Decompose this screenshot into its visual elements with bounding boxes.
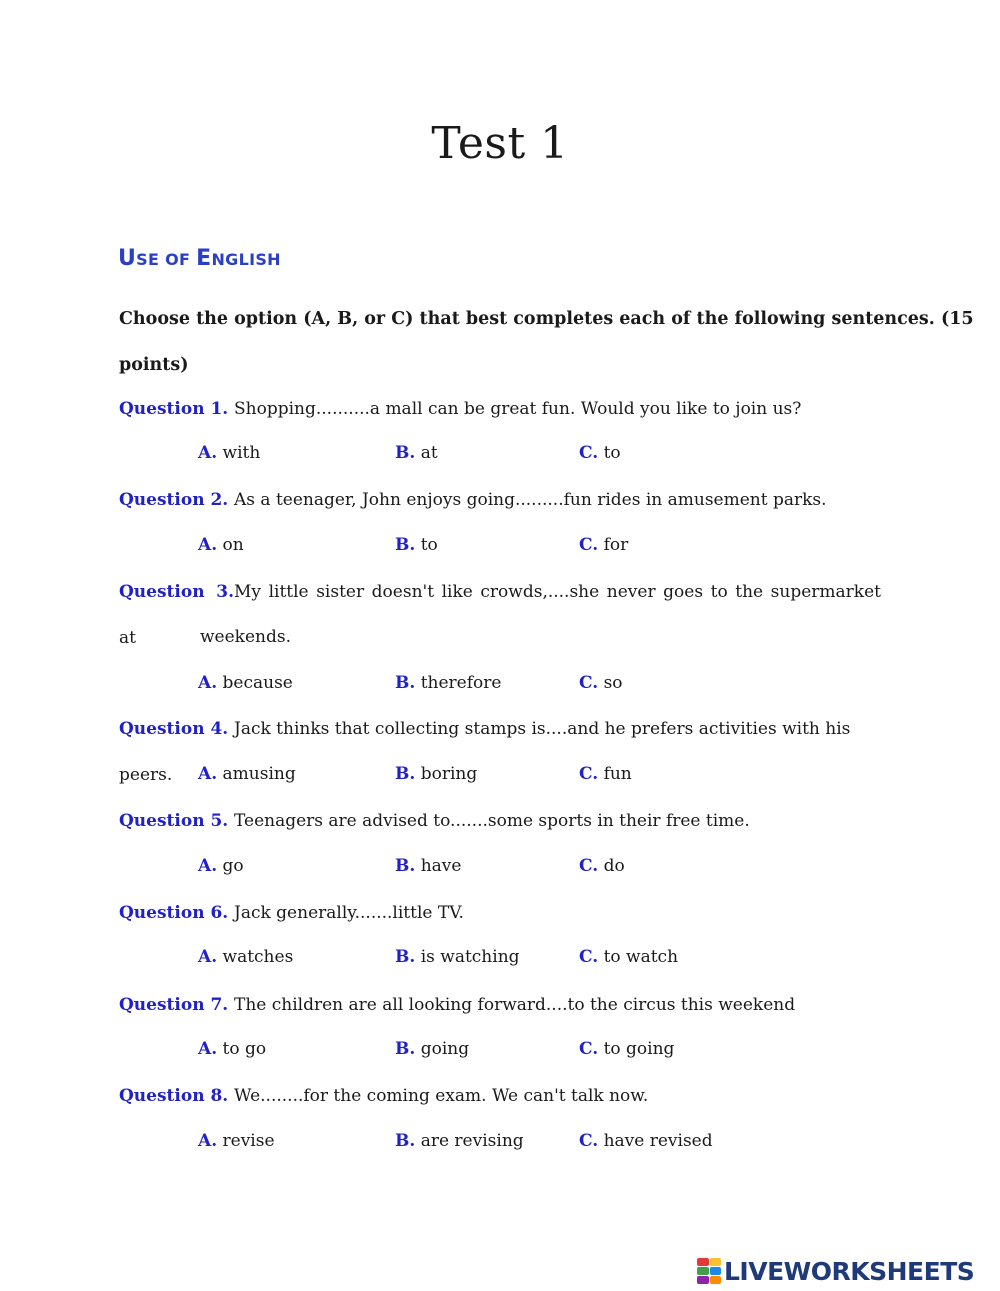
logo-block <box>710 1258 722 1266</box>
option-letter: B. <box>395 947 416 967</box>
option-b[interactable] <box>395 947 520 967</box>
question-text: Jack generally.......little TV. <box>234 903 464 923</box>
option-text: because <box>222 673 293 693</box>
option-text: therefore <box>420 673 502 693</box>
option-letter: A. <box>198 443 218 463</box>
question-text: My little sister doesn't like crowds,....she never goes to the supermarket at <box>119 582 881 648</box>
question-text: As a teenager, John enjoys going.........fun rides in amusement parks. <box>234 490 827 510</box>
option-text: on <box>222 535 244 555</box>
option-text: to going <box>603 1039 675 1059</box>
option-c[interactable] <box>579 673 623 693</box>
option-text: to go <box>222 1039 267 1059</box>
question-text: We........for the coming exam. We can't talk now. <box>234 1086 649 1106</box>
option-b[interactable] <box>395 535 438 555</box>
question-label: Question 2. <box>119 490 229 510</box>
option-text: is watching <box>420 947 520 967</box>
option-letter: A. <box>198 1131 218 1151</box>
option-text: watches <box>222 947 294 967</box>
option-letter: A. <box>198 1039 218 1059</box>
question-text: The children are all looking forward....to the circus this weekend <box>234 995 796 1015</box>
question-label: Question 5. <box>119 811 229 831</box>
option-text: have revised <box>603 1131 713 1151</box>
option-letter: A. <box>198 947 218 967</box>
option-c[interactable] <box>579 947 678 967</box>
option-a[interactable] <box>198 856 244 876</box>
question-1 <box>119 386 881 432</box>
option-c[interactable] <box>579 856 625 876</box>
question-2-options <box>198 535 898 559</box>
logo-block <box>697 1258 709 1266</box>
option-a[interactable] <box>198 673 293 693</box>
logo-block <box>710 1267 722 1275</box>
option-c[interactable] <box>579 1039 674 1059</box>
question-label: Question 3. <box>119 582 234 602</box>
option-b[interactable] <box>395 1039 469 1059</box>
option-b[interactable] <box>395 673 501 693</box>
section-heading <box>118 246 281 271</box>
question-8-options <box>198 1131 898 1155</box>
option-b[interactable] <box>395 856 461 876</box>
option-b[interactable] <box>395 443 438 463</box>
option-letter: A. <box>198 764 218 784</box>
section-heading-rest-1: SE OF <box>136 250 197 269</box>
option-text: fun <box>603 764 632 784</box>
option-a[interactable] <box>198 1131 275 1151</box>
option-c[interactable] <box>579 535 628 555</box>
option-c[interactable] <box>579 764 632 784</box>
option-a[interactable] <box>198 947 293 967</box>
question-text: Teenagers are advised to.......some sports in their free time. <box>234 811 750 831</box>
option-letter: B. <box>395 764 416 784</box>
option-text: so <box>603 673 623 693</box>
section-heading-initial-1: U <box>118 246 137 271</box>
option-a[interactable] <box>198 535 244 555</box>
question-label: Question 8. <box>119 1086 229 1106</box>
liveworksheets-logo[interactable] <box>697 1256 974 1286</box>
option-text: for <box>603 535 629 555</box>
question-5-options <box>198 856 898 880</box>
question-6-options <box>198 947 898 971</box>
option-c[interactable] <box>579 443 621 463</box>
option-text: to <box>420 535 438 555</box>
option-text: going <box>420 1039 470 1059</box>
option-text: revise <box>222 1131 275 1151</box>
option-text: to <box>603 443 621 463</box>
option-text: to watch <box>603 947 679 967</box>
option-a[interactable] <box>198 1039 266 1059</box>
section-heading-rest-2: NGLISH <box>211 250 281 269</box>
question-1-options <box>198 443 898 467</box>
option-letter: C. <box>579 535 599 555</box>
option-letter: C. <box>579 764 599 784</box>
option-text: amusing <box>222 764 296 784</box>
option-text: at <box>420 443 438 463</box>
option-b[interactable] <box>395 764 477 784</box>
option-letter: C. <box>579 1131 599 1151</box>
question-3 <box>119 569 881 661</box>
option-letter: C. <box>579 1039 599 1059</box>
option-letter: C. <box>579 947 599 967</box>
option-letter: B. <box>395 535 416 555</box>
question-text: Shopping..........a mall can be great fun. Would you like to join us? <box>234 399 802 419</box>
option-letter: B. <box>395 443 416 463</box>
option-text: do <box>603 856 625 876</box>
option-letter: C. <box>579 856 599 876</box>
option-letter: A. <box>198 856 218 876</box>
question-label: Question 7. <box>119 995 229 1015</box>
option-text: boring <box>420 764 478 784</box>
question-7 <box>119 982 881 1028</box>
option-letter: B. <box>395 1039 416 1059</box>
option-text: have <box>420 856 462 876</box>
option-letter: B. <box>395 673 416 693</box>
instruction-line-1: Choose the option (A, B, or C) that best completes each of the following sentences. (15 <box>119 309 974 329</box>
question-3-text-continued: weekends. <box>200 627 291 647</box>
page-title: Test 1 <box>431 118 569 169</box>
question-4-options <box>198 764 898 788</box>
logo-block <box>697 1276 709 1284</box>
option-b[interactable] <box>395 1131 524 1151</box>
option-letter: C. <box>579 673 599 693</box>
option-a[interactable] <box>198 764 296 784</box>
question-label: Question 6. <box>119 903 229 923</box>
logo-text: LIVEWORKSHEETS <box>724 1256 975 1286</box>
question-7-options <box>198 1039 898 1063</box>
option-letter: C. <box>579 443 599 463</box>
logo-block <box>697 1267 709 1275</box>
question-6 <box>119 890 881 936</box>
instruction-line-2: points) <box>119 355 189 375</box>
option-letter: B. <box>395 856 416 876</box>
question-5 <box>119 798 881 844</box>
question-2 <box>119 477 881 523</box>
option-a[interactable] <box>198 443 260 463</box>
question-label: Question 4. <box>119 719 229 739</box>
option-text: are revising <box>420 1131 524 1151</box>
option-letter: B. <box>395 1131 416 1151</box>
question-8 <box>119 1073 881 1119</box>
question-label: Question 1. <box>119 399 229 419</box>
option-letter: A. <box>198 673 218 693</box>
option-text: with <box>222 443 261 463</box>
instructions <box>119 296 974 388</box>
logo-block <box>710 1276 722 1284</box>
section-heading-initial-2: E <box>196 246 212 271</box>
option-letter: A. <box>198 535 218 555</box>
question-text: Jack thinks that collecting stamps is....and he prefers activities with his peers. <box>119 719 851 785</box>
option-text: go <box>222 856 244 876</box>
logo-mark-icon <box>697 1258 721 1284</box>
option-c[interactable] <box>579 1131 713 1151</box>
question-3-options <box>198 673 898 697</box>
